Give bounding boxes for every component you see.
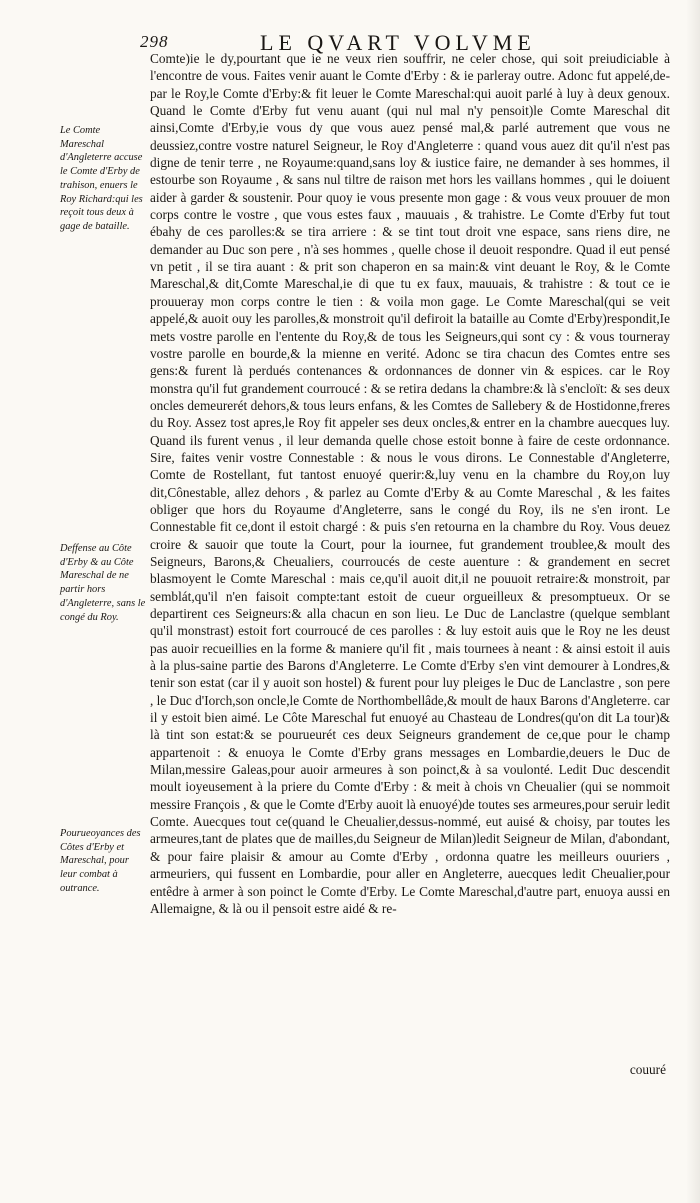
page-edge-shadow <box>686 0 700 1203</box>
margin-note-accusation: Le Comte Mareschal d'Angleterre accuse le Comte d'Erby de trahison, enuers le Roy Richard:qui les reçoit tous deux à gage de bataille. <box>60 125 143 232</box>
margin-note-prohibition: Deffense au Côte d'Erby & au Côte Mareschal de ne partir hors d'Angleterre, sans le congé du Roy. <box>60 543 146 623</box>
catchword: couuré <box>629 1062 666 1077</box>
body-paragraph: Comte)ie le dy,pourtant que ie ne veux rien souffrir, ne celer chose, qui soit preiudiciable à l'encontre de vous. Faites venir auant le Comte d'Erby : & ie parleray outre. Adonc fut appelé,de-par le Roy,le Comte d'Erby:& fit leuer le Comte Mareschal:qui auoit parlé à luy à deux genoux. Quand le Comte d'Erby fut venu auant (qui nul mal n'y pensoit)le Comte Mareschal dit ainsi,Comte d'Erby,ie vous dy que vous auez pensé mal,& parlé autrement que vous ne deussiez,contre vostre naturel Seigneur, le Roy d'Angleterre : quand vous auez dit qu'il n'est pas digne de tenir terre , ne Royaume:quand,sans loy & iustice faire, ne demander à ses hommes, il estourbe son Royaume , & sans nul tiltre de raison met hors les vaillans hommes , qui le doiuent aider à garder & soustenir. Pour quoy ie vous presente mon gage : & vous veux prouuer de mon corps contre le vostre , que vous estes faux , mauuais , & trahistre. Le Comte d'Erby fut tout ébahy de ces parolles:& se tira arriere : & se tint tout droit vne espace, sans riens dire, ne demander au Duc son pere , n'à ses hommes , quelle chose il deuoit respondre. Quad il eut pensé vn petit , il se tira auant : & prit son chaperon en sa main:& vint deuant le Roy, & le Comte Mareschal,& dit,Comte Mareschal,ie di que tu ex faux, mauuais, & trahistre : & tout ce ie prouueray mon corps contre le tien : & voila mon gage. Le Comte Mareschal(qui se veit appelé,& auoit ouy les parolles,& monstroit qu'il defiroit la bataille au Comte d'Erby)respondit,Ie mets vostre parolle en l'entente du Roy,& de tous les Seigneurs,qui sont cy : & vous tourneray vostre parolle en bourde,& la mienne en verité. Adonc se tira chacun des Comtes entre ses gens:& furent là perdués contenances & ordonnances de donner vin & espices. car le Roy monstra qu'il fut grandement courroucé : & se retira dedans la chambre:& là s'encloït: & ses deux oncles demeurerét dehors,& tous leurs enfans, & les Comtes de Sallebery & de Hostidonne,freres du Roy. Assez tost apres,le Roy fit appeler ses deux oncles,& entrer en la chambre auecques luy. Quand ils furent venus , il leur demanda quelle chose estoit bonne à faire de ceste ordonnance. Sire, faites venir vostre Connestable : & nous le vous dirons. Le Connestable d'Angleterre, Comte de Rostellant, fut tantost enuoyé querir:&,luy venu en la chambre du Roy,on luy dit,Cônestable, allez dehors , & parlez au Comte d'Erby & au Comte Mareschal , & les faites obliger que hors du Royaume d'Angleterre, sans le congé du Roy, ils ne s'en iront. Le Connestable fit ce,dont il estoit chargé : & puis s'en retourna en la chambre du Roy. Vous deuez croire & sauoir que toute la Court, pour la iournee, fut grandement troublee,& moult des Seigneurs, Barons,& Cheualiers, courroucés de ceste auenture : & grandement en secret blasmoyent le Comte Mareschal : mais ce,qu'il auoit dit,il ne pouuoit retraire:& monstroit, par semblát,qu'il n'en faisoit compte:tant estoit de cueur orgueilleux & presomptueux. Or se departirent ces Seigneurs:& alla chacun en son lieu. Le Duc de Lanclastre (quelque semblant qu'il monstrast) estoit fort courroucé de ces parolles : & luy estoit auis que le Roy ne les deust pas auoir recueillies en la forme & maniere qu'il fit , mais tournees à neant : & ainsi estoit il auis à la plus-saine partie des Barons d'Angleterre. Le Comte d'Erby s'en vint demourer à Londres,& tenir son estat (car il y auoit son hostel) & furent pour luy pleiges le Duc de Lanclastre , son pere , le Duc d'Iorch,son oncle,le Comte de Northombellâde,& moult de haux Barons d'Angleterre. car il y estoit bien aimé. Le Côte Mareschal fut enuoyé au Chasteau de Londres(qu'on dit La tour)& là tint son estat:& se pourueurét ces deux Seigneurs grandement de ce,que pour le champ appartenoit : & enuoya le Comte d'Erby grans messages en Lombardie,deuers le Duc de Milan,messire Galeas,pour auoir armeures à son poinct,& à sa voulonté. Ledit Duc descendit moult ioyeusement à la priere du Comte d'Erby : & meit à chois vn Cheualier (qui se nommoit messire François , & que le Comte d'Erby auoit là enuoyé)de toutes ses armeures,pour seruir ledit Comte. Auecques tout ce(quand le Cheualier,dessus-nommé, eut auisé & choisy, par toutes les armeures,tant de plates que de mailles,du Seigneur de Milan)ledit Seigneur de Milan, d'abondant, & pour faire plaisir & amour au Comte d'Erby , ordonna quatre les meilleurs ouuriers , armeuriers, qui fussent en Lombardie, pour aller en Angleterre, auecques ledit Cheualier,pour entêdre à armer à son poinct le Comte d'Erby. Le Comte Mareschal,d'autre part, enuoya aussi en Allemaigne, & là ou il pensoit estre aidé & re- <box>150 51 670 916</box>
margin-note-preparations: Pourueoyances des Côtes d'Erby et Mareschal, pour leur combat à outrance. <box>60 828 141 894</box>
running-title: LE QVART VOLVME <box>260 30 536 55</box>
page-number: 298 <box>140 32 169 51</box>
body-text <box>150 50 670 917</box>
